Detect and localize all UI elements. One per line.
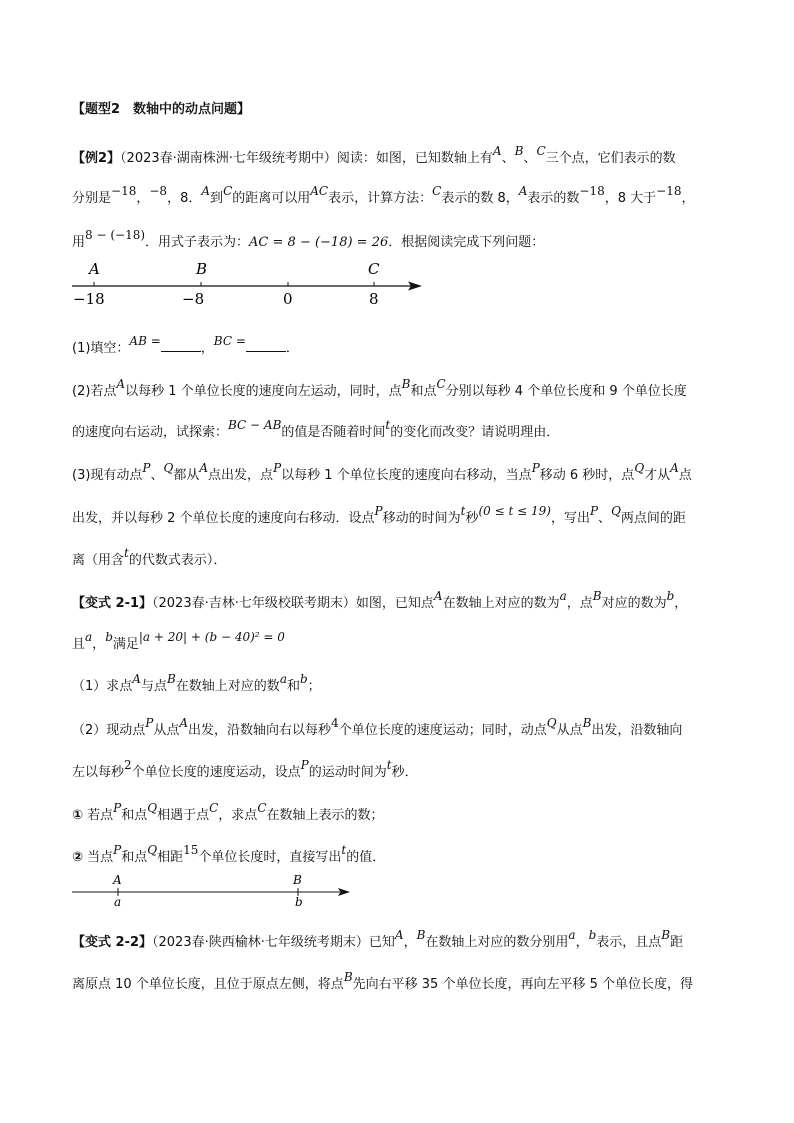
- text: 的值．: [346, 850, 386, 865]
- variant21-line1: [72, 589, 688, 614]
- point-label: A: [492, 144, 502, 158]
- text: 出发，并以每秒 2 个单位长度的速度向右移动．设点: [72, 511, 375, 526]
- text: 在数轴上对应的数为: [442, 596, 560, 611]
- math-expression: 8 − (−18): [85, 228, 146, 242]
- math-variable: a: [279, 672, 287, 686]
- math-value: 2: [124, 758, 132, 772]
- text: ．: [188, 191, 202, 206]
- point-value-label: a: [114, 895, 122, 908]
- text: 点: [678, 468, 692, 483]
- text: 距: [670, 935, 684, 950]
- text: 从点: [556, 723, 583, 738]
- math-value: −18: [656, 184, 682, 198]
- math-variable: a: [559, 589, 567, 603]
- variant22-line1: [72, 928, 684, 953]
- point-label: B: [166, 672, 176, 686]
- math-variable: t: [341, 843, 347, 857]
- math-variable: a: [85, 630, 93, 644]
- question-1: [72, 334, 299, 359]
- text: 点出发，点: [208, 468, 274, 483]
- text: 在数轴上对应的数: [175, 679, 280, 694]
- point-label: AC: [310, 184, 329, 198]
- variant-tag: 【变式 2-2】: [72, 935, 153, 950]
- point-label: P: [589, 504, 599, 518]
- point-label: A: [113, 873, 122, 887]
- point-label: Q: [163, 461, 174, 475]
- text: 分别是: [72, 191, 112, 206]
- variant21-question-1: [72, 672, 321, 697]
- text: 个单位长度的速度运动，设点: [131, 765, 301, 780]
- text: （2）现动点: [72, 723, 146, 738]
- point-label: A: [132, 672, 141, 686]
- text: (3)现有动点: [72, 468, 143, 483]
- point-label: Q: [147, 843, 158, 857]
- text: ，: [681, 191, 695, 206]
- text: 的代数式表示）．: [128, 553, 227, 568]
- point-label: A: [201, 184, 211, 198]
- tick-label: 8: [369, 290, 379, 308]
- math-variable: t: [386, 758, 392, 772]
- math-variable: b: [299, 672, 308, 686]
- point-label: P: [113, 801, 122, 815]
- number-line-figure: [68, 258, 428, 308]
- text: 的变化而改变？请说明理由．: [390, 425, 560, 440]
- variant21-question-2-line2: [72, 758, 418, 783]
- text: 、: [598, 511, 612, 526]
- point-label: C: [368, 260, 380, 278]
- math-value: −18: [579, 184, 605, 198]
- text: ，点: [566, 596, 593, 611]
- math-expression: (0 ≤ t ≤ 19): [478, 504, 551, 518]
- text: 秒: [465, 511, 479, 526]
- text: 先向右平移 35 个单位长度，再向左平移 5 个单位长度，得: [352, 977, 693, 992]
- math-expression: BC − AB: [228, 418, 282, 432]
- math-variable: b: [588, 928, 597, 942]
- text: 且: [72, 637, 86, 652]
- text: 相遇于点: [157, 808, 210, 823]
- text: 和: [286, 679, 300, 694]
- point-label: Q: [634, 461, 645, 475]
- text: 与点: [140, 679, 167, 694]
- math-expression: AC = 8 − (−18) = 26: [249, 235, 389, 250]
- text: 如图，已知点: [355, 596, 434, 611]
- text: ，: [136, 191, 150, 206]
- point-label: B: [293, 873, 302, 887]
- point-label: A: [89, 260, 100, 278]
- point-label: A: [670, 461, 679, 475]
- point-label: Q: [147, 801, 158, 815]
- point-label: P: [273, 461, 282, 475]
- point-label: P: [142, 461, 151, 475]
- point-label: B: [582, 716, 592, 730]
- text: (1)填空：: [72, 341, 130, 356]
- circled-number: ①: [72, 808, 84, 823]
- point-label: B: [416, 928, 426, 942]
- point-label: A: [179, 716, 189, 730]
- text: 的值是否随着时间: [281, 425, 386, 440]
- point-label: B: [401, 377, 411, 391]
- math-variable: t: [385, 418, 391, 432]
- question-3-line3: [72, 546, 227, 571]
- text: ，写出: [550, 511, 590, 526]
- section-title-text: 【题型2 数轴中的动点问题】: [72, 102, 251, 117]
- text: 若点: [83, 808, 114, 823]
- text: ，: [200, 341, 214, 356]
- text: ，: [575, 935, 589, 950]
- point-label: B: [661, 928, 671, 942]
- text: ，8 大于: [604, 191, 657, 206]
- text: 分别以每秒 4 个单位长度和 9 个单位长度: [445, 384, 687, 399]
- math-expression: BC =: [213, 334, 246, 348]
- tick-label: 0: [283, 290, 293, 308]
- point-label: P: [531, 461, 540, 475]
- text: 离（用含: [72, 553, 125, 568]
- text: 个单位长度时，直接写出: [198, 850, 342, 865]
- text: 都从: [173, 468, 200, 483]
- variant-source: （2023春·陕西榆林·七年级统考期末）: [152, 935, 369, 950]
- point-label: C: [209, 801, 219, 815]
- math-value: −18: [111, 184, 137, 198]
- answer-blank[interactable]: [161, 339, 201, 352]
- text: 才从: [644, 468, 671, 483]
- text: 用: [72, 235, 86, 250]
- text: 三个点，它们表示的数: [545, 151, 676, 166]
- text: 已知: [368, 935, 395, 950]
- text: ，: [674, 596, 688, 611]
- text: （1）求点: [72, 679, 133, 694]
- text: ．用式子表示为：: [145, 235, 250, 250]
- text: 、: [523, 151, 537, 166]
- question-2-line2: [72, 418, 560, 443]
- text: 到: [210, 191, 224, 206]
- point-label: A: [433, 589, 443, 603]
- text: 的速度向右运动，试探索：: [72, 425, 229, 440]
- text: 、: [150, 468, 164, 483]
- variant-source: （2023春·吉林·七年级校联考期末）: [152, 596, 356, 611]
- point-label: C: [536, 144, 546, 158]
- variant-tag: 【变式 2-1】: [72, 596, 153, 611]
- example2-line2: [72, 184, 695, 209]
- math-variable: t: [460, 504, 466, 518]
- text: 阅读：如图，已知数轴上有: [336, 151, 493, 166]
- text: 、: [501, 151, 515, 166]
- point-label: C: [436, 377, 446, 391]
- point-label: P: [300, 758, 309, 772]
- math-variable: a: [568, 928, 576, 942]
- point-label: B: [514, 144, 524, 158]
- math-value: 8: [180, 191, 189, 206]
- text: 在数轴上表示的数；: [266, 808, 384, 823]
- example-tag: 【例2】: [72, 151, 121, 166]
- point-label: A: [116, 377, 126, 391]
- question-3-line1: [72, 461, 692, 486]
- point-label: A: [394, 928, 404, 942]
- text: ．根据阅读完成下列问题：: [388, 235, 545, 250]
- question-2-line1: [72, 377, 687, 402]
- text: 当点: [83, 850, 114, 865]
- math-expression: |a + 20| + (b − 40)² = 0: [138, 630, 285, 644]
- text: ；: [307, 679, 321, 694]
- text: 以每秒 1 个单位长度的速度向右移动，当点: [281, 468, 532, 483]
- text: 移动的时间为: [382, 511, 461, 526]
- text: 以每秒 1 个单位长度的速度向左运动，同时，点: [125, 384, 402, 399]
- text: 和点: [410, 384, 437, 399]
- text: 秒．: [391, 765, 418, 780]
- point-label: P: [145, 716, 154, 730]
- point-label: C: [432, 184, 442, 198]
- variant22-line2: [72, 970, 693, 995]
- math-variable: b: [105, 630, 113, 644]
- point-label: C: [257, 801, 267, 815]
- text: 和点: [121, 808, 148, 823]
- text: 个单位长度的速度运动；同时，动点: [338, 723, 547, 738]
- point-label: A: [199, 461, 209, 475]
- text: 出发，沿数轴向右以每秒: [188, 723, 332, 738]
- text: 和点: [121, 850, 148, 865]
- question-3-line2: [72, 504, 686, 529]
- text: 在数轴上对应的数分别用: [425, 935, 569, 950]
- text: 左以每秒: [72, 765, 125, 780]
- math-variable: t: [124, 546, 129, 560]
- point-label: C: [223, 184, 233, 198]
- math-expression: AB =: [129, 334, 161, 348]
- text: ，求点: [218, 808, 258, 823]
- point-label: P: [374, 504, 383, 518]
- example-source: （2023春·湖南株洲·七年级统考期中）: [120, 151, 337, 166]
- variant21-line2: [72, 630, 285, 655]
- text: 的距离可以用: [232, 191, 311, 206]
- point-label: B: [196, 260, 208, 278]
- text: (2)若点: [72, 384, 117, 399]
- point-value-label: b: [295, 895, 303, 908]
- text: 离原点 10 个单位长度，且位于原点左侧，将点: [72, 977, 344, 992]
- point-label: B: [592, 589, 602, 603]
- point-label: P: [113, 843, 122, 857]
- text: 对应的数为: [601, 596, 667, 611]
- point-label: Q: [611, 504, 621, 518]
- text: 出发，沿数轴向: [591, 723, 683, 738]
- math-variable: b: [666, 589, 675, 603]
- variant21-sub-2: [72, 843, 386, 868]
- tick-label: −8: [182, 290, 205, 308]
- text: 两点间的距: [620, 511, 686, 526]
- text: ，: [403, 935, 417, 950]
- math-value: 15: [183, 843, 199, 857]
- text: 的运动时间为: [308, 765, 387, 780]
- text: 表示，且点: [596, 935, 662, 950]
- math-value: 4: [331, 716, 339, 730]
- number-line-figure-2: [68, 868, 358, 908]
- point-label: B: [343, 970, 353, 984]
- point-label: Q: [546, 716, 557, 730]
- text: ，: [92, 637, 106, 652]
- tick-label: −18: [73, 290, 105, 308]
- text: ，: [167, 191, 181, 206]
- section-title: [72, 100, 250, 120]
- text: 表示的数: [527, 191, 580, 206]
- example2-line1: [72, 144, 676, 169]
- circled-number: ②: [72, 850, 84, 865]
- text: 满足: [112, 637, 139, 652]
- example2-line3: [72, 228, 545, 253]
- variant21-sub-1: [72, 801, 384, 826]
- text: 表示，计算方法：: [328, 191, 433, 206]
- answer-blank[interactable]: [246, 339, 286, 352]
- point-label: A: [518, 184, 528, 198]
- text: 相距: [157, 850, 184, 865]
- text: ．: [285, 341, 299, 356]
- text: 从点: [153, 723, 180, 738]
- text: 表示的数 8，: [441, 191, 519, 206]
- math-value: −8: [149, 184, 168, 198]
- text: 移动 6 秒时，点: [539, 468, 635, 483]
- variant21-question-2-line1: [72, 716, 683, 741]
